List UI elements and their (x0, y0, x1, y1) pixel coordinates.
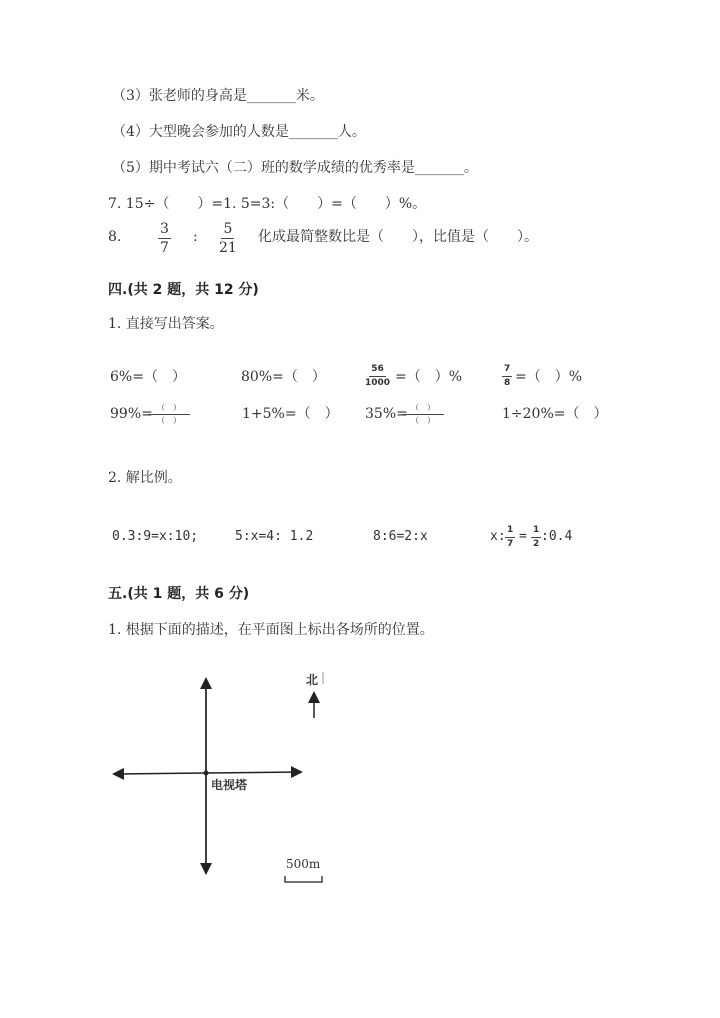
denominator: 7 (507, 539, 514, 549)
proportion-b: 5:x=4: 1.2 (235, 529, 314, 544)
calc-1-plus-5-percent: 1+5%=（ ） (242, 406, 339, 422)
numerator: 56 (369, 365, 386, 377)
question-4: （4）大型晚会参加的人数是_______人。 (112, 124, 366, 140)
calc-7-8-rest: =（ ）% (515, 369, 583, 385)
section-5-q1: 1. 根据下面的描述，在平面图上标出各场所的位置。 (108, 622, 434, 638)
section-4-q1: 1. 直接写出答案。 (108, 316, 224, 332)
proportion-c: 8:6=2:x (373, 529, 428, 544)
numerator: 1 (505, 526, 515, 538)
denominator: 21 (219, 240, 237, 256)
section-5-title: 五.(共 1 题，共 6 分) (108, 586, 250, 602)
tv-tower-label: 电视塔 (211, 778, 248, 792)
calc-35-percent: 35%= (365, 406, 408, 422)
numerator: （ ） (148, 404, 190, 415)
numerator: 5 (223, 221, 233, 237)
denominator: 7 (160, 240, 169, 256)
denominator: 8 (504, 378, 511, 388)
calc-99-percent: 99%= (110, 406, 153, 422)
proportion-d-equals: = (519, 529, 527, 544)
north-label: 北 (306, 673, 319, 687)
numerator: 7 (502, 365, 512, 377)
ratio-colon: : (193, 229, 198, 245)
calc-1-div-20-percent: 1÷20%=（ ） (502, 406, 608, 422)
scale-label: 500m (286, 857, 321, 871)
proportion-d-prefix: x: (490, 529, 506, 544)
proportion-d-suffix: :0.4 (541, 529, 573, 544)
denominator: （ ） (411, 416, 435, 425)
question-8-number: 8. (108, 229, 122, 245)
calc-56-1000-rest: =（ ）% (395, 369, 463, 385)
numerator: 1 (531, 526, 541, 538)
calc-80-percent: 80%=（ ） (241, 369, 326, 385)
question-3: （3）张老师的身高是_______米。 (112, 88, 324, 104)
denominator: （ ） (157, 416, 181, 425)
proportion-a: 0.3:9=x:10; (112, 529, 199, 544)
east-axis-arrow (206, 772, 300, 773)
question-5: （5）期中考试六（二）班的数学成绩的优秀率是_______。 (112, 160, 478, 176)
denominator: 2 (533, 539, 540, 549)
numerator: 3 (160, 221, 169, 237)
tv-tower-point (204, 771, 209, 776)
west-axis-arrow (115, 773, 206, 774)
denominator: 1000 (365, 378, 391, 388)
calc-6-percent: 6%=（ ） (110, 369, 186, 385)
numerator: （ ） (402, 404, 444, 415)
section-4-q2: 2. 解比例。 (108, 470, 182, 486)
question-7: 7. 15÷（ ）=1. 5=3:（ ）=（ ）%。 (108, 196, 427, 212)
scale-bar (285, 876, 322, 882)
section-4-title: 四.(共 2 题，共 12 分) (108, 282, 259, 298)
question-8-text: 化成最简整数比是（ ），比值是（ ）。 (258, 229, 538, 245)
